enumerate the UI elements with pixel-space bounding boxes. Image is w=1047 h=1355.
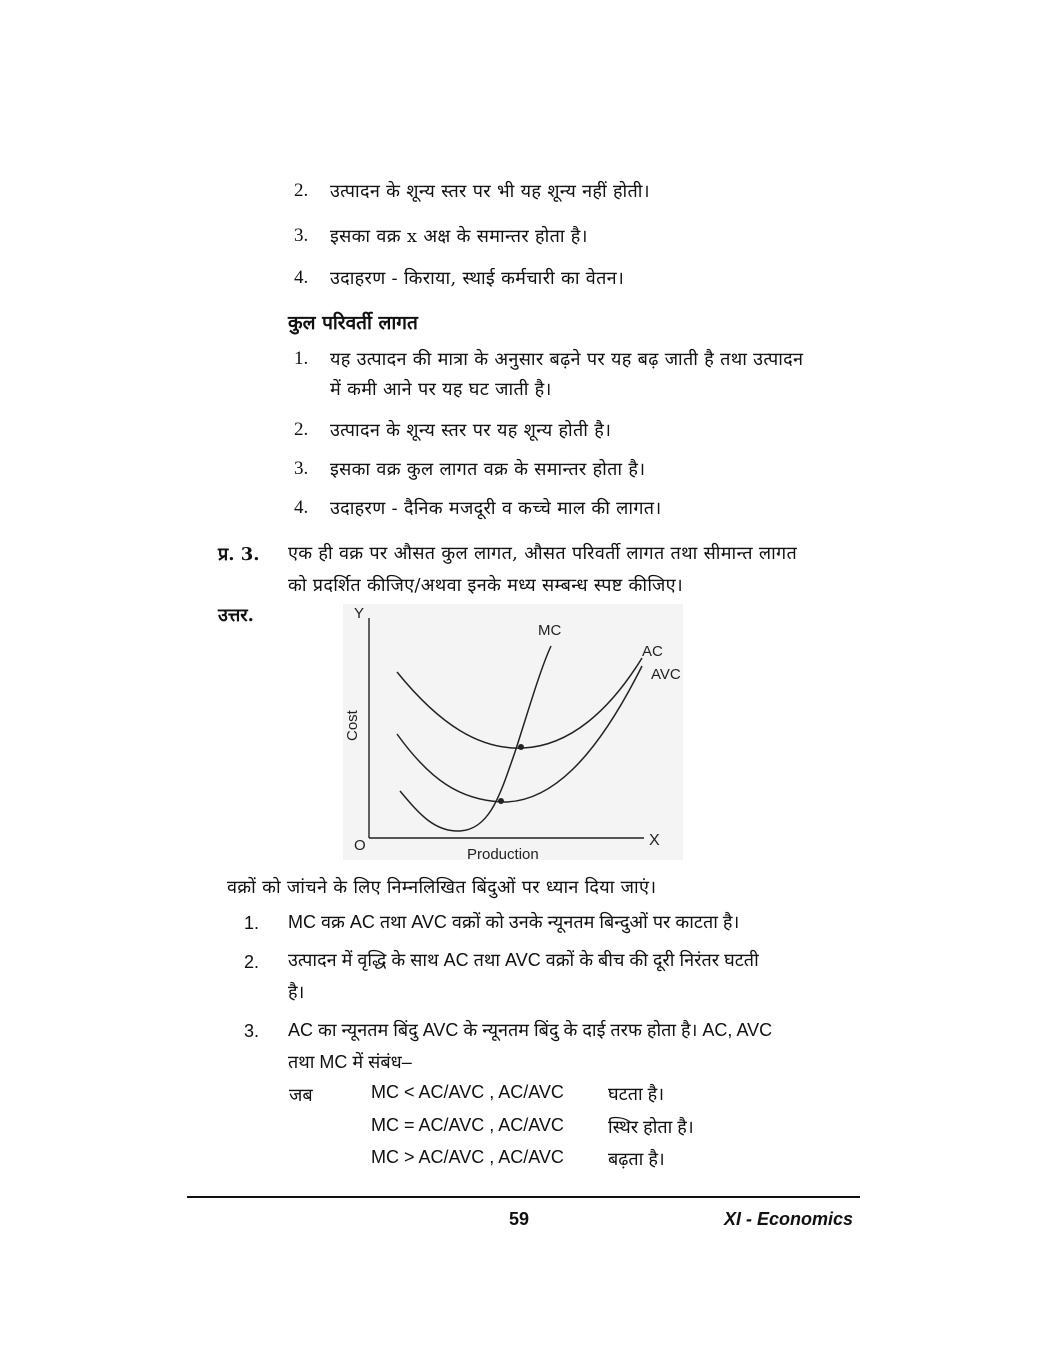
cost-axis-title: Cost [344, 710, 361, 741]
variable-cost-point-text: में कमी आने पर यह घट जाती है। [330, 379, 552, 400]
question-text: को प्रदर्शित कीजिए/अथवा इनके मध्य सम्बन्ध स्पष्ट कीजिए। [288, 575, 684, 596]
variable-cost-point-text: इसका वक्र कुल लागत वक्र के समान्तर होता है। [330, 459, 646, 480]
relation-condition: MC < AC/AVC , AC/AVC [371, 1082, 564, 1102]
avc-label: AVC [651, 666, 681, 683]
avc-minimum-point [498, 798, 504, 804]
diagram-background [343, 604, 683, 860]
fixed-cost-point-num: 2. [294, 180, 309, 201]
section-heading: कुल परिवर्ती लागत [288, 312, 418, 334]
page-number: 59 [509, 1209, 530, 1229]
origin-label: O [354, 837, 366, 854]
variable-cost-point-text: उत्पादन के शून्य स्तर पर यह शून्य होती है। [330, 420, 612, 441]
relation-result: स्थिर होता है। [608, 1117, 694, 1137]
observation-text: MC वक्र AC तथा AVC वक्रों को उनके न्यूनतम बिन्दुओं पर काटता है। [288, 912, 740, 932]
variable-cost-point-num: 3. [294, 458, 309, 479]
answer-label: उत्तर. [218, 605, 254, 626]
y-axis-label: Y [354, 605, 365, 622]
relation-condition: MC = AC/AVC , AC/AVC [371, 1115, 564, 1135]
fixed-cost-point-num: 4. [294, 267, 309, 288]
question-text: एक ही वक्र पर औसत कुल लागत, औसत परिवर्ती लागत तथा सीमान्त लागत [288, 543, 798, 564]
fixed-cost-point-text: उदाहरण - किराया, स्थाई कर्मचारी का वेतन। [330, 268, 625, 289]
observation-text: उत्पादन में वृद्धि के साथ AC तथा AVC वक्रों के बीच की दूरी निरंतर घटती [288, 950, 759, 970]
observation-text: तथा MC में संबंध– [288, 1052, 412, 1072]
variable-cost-point-num: 2. [294, 419, 309, 440]
ac-label: AC [642, 643, 663, 660]
variable-cost-point-text: यह उत्पादन की मात्रा के अनुसार बढ़ने पर यह बढ़ जाती है तथा उत्पादन [330, 349, 804, 370]
observation-text: है। [288, 982, 305, 1002]
question-label: प्र. 3. [218, 544, 260, 565]
cost-curves-diagram [340, 600, 690, 865]
observation-intro: वक्रों को जांचने के लिए निम्नलिखित बिंदुओं पर ध्यान दिया जाएं। [227, 877, 657, 898]
ac-minimum-point [518, 744, 524, 750]
footer-title: XI - Economics [724, 1209, 854, 1229]
mc-label: MC [538, 622, 562, 639]
footer-divider [187, 1196, 860, 1198]
production-axis-title: Production [467, 846, 539, 863]
observation-text: AC का न्यूनतम बिंदु AVC के न्यूनतम बिंदु के दाई तरफ होता है। AC, AVC [288, 1020, 773, 1040]
fixed-cost-point-num: 3. [294, 225, 309, 246]
relation-condition: MC > AC/AVC , AC/AVC [371, 1147, 564, 1167]
observation-num: 3. [244, 1021, 260, 1041]
relation-result: बढ़ता है। [608, 1149, 665, 1169]
variable-cost-point-num: 1. [294, 348, 309, 369]
variable-cost-point-num: 4. [294, 497, 309, 518]
when-label: जब [289, 1085, 313, 1105]
relation-result: घटता है। [608, 1084, 665, 1104]
fixed-cost-point-text: उत्पादन के शून्य स्तर पर भी यह शून्य नहीं होती। [330, 181, 650, 202]
x-axis-label: X [649, 832, 660, 849]
observation-num: 2. [244, 952, 260, 972]
fixed-cost-point-text: इसका वक्र x अक्ष के समान्तर होता है। [330, 226, 588, 247]
variable-cost-point-text: उदाहरण - दैनिक मजदूरी व कच्चे माल की लागत। [330, 498, 662, 519]
observation-num: 1. [244, 913, 260, 933]
